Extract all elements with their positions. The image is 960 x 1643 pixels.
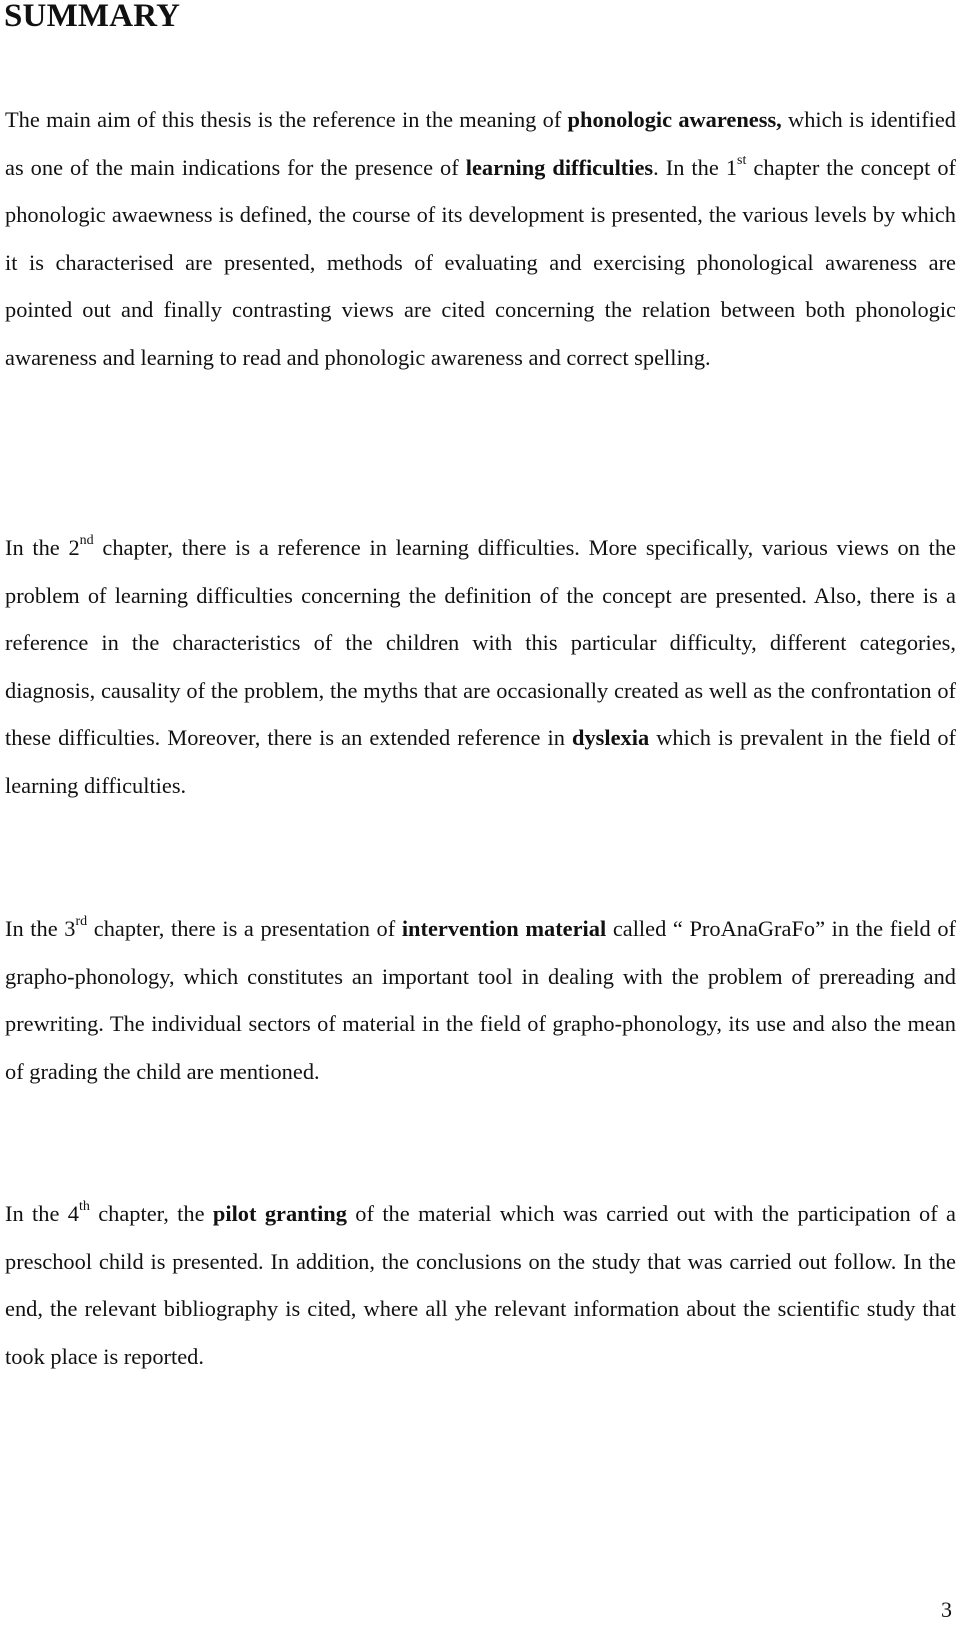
paragraph-text: chapter, there is a presentation of [87, 916, 402, 941]
paragraph-text: In the 2 [5, 535, 80, 560]
ordinal-suffix: nd [79, 533, 94, 548]
paragraph-chapter-2 [5, 524, 956, 809]
emphasis-pilot-granting: pilot granting [212, 1201, 347, 1226]
paragraph-text: which is identified as one of the main indications for the presence of [5, 107, 957, 180]
paragraph-text: which is prevalent in the field of learning difficulties. [5, 725, 956, 798]
page-title: SUMMARY [4, 0, 181, 34]
emphasis-dyslexia: dyslexia [572, 725, 650, 750]
emphasis-learning-difficulties: learning difficulties [465, 154, 654, 180]
ordinal-suffix: rd [75, 914, 88, 929]
paragraph-text: called “ ProAnaGraFo” in the field of grapho-phonology, which constitutes an important tool in dealing with the problem of prereading and prewriting. The individual sectors of material in the field of grapho-phonology, its use and also the mean of grading the child are mentioned. [5, 916, 956, 1084]
paragraph-text: . In the 1 [653, 154, 738, 180]
paragraph-chapter-3 [5, 905, 956, 1095]
emphasis-intervention-material: intervention material [401, 916, 607, 941]
paragraph-text: In the 4 [5, 1201, 79, 1226]
paragraph-text: chapter, the [89, 1201, 213, 1226]
paragraph-chapter-4 [5, 1190, 956, 1380]
paragraph-intro [5, 96, 956, 381]
emphasis-phonologic-awareness: phonologic awareness, [567, 107, 782, 132]
paragraph-text: The main aim of this thesis is the reference in the meaning of [5, 107, 568, 132]
page-number: 3 [941, 1597, 952, 1622]
ordinal-suffix: st [737, 152, 747, 168]
ordinal-suffix: th [78, 1199, 90, 1214]
paragraph-text: chapter, there is a reference in learning difficulties. More specifically, various views on the problem of learning difficulties concerning the definition of the concept are presented. Also, there is a reference in the characteristics of the children with this particular difficulty, different categories, diagnosis, causality of the problem, the myths that are occasionally created as well as the confrontation of these difficulties. Moreover, there is an extended reference in [5, 535, 956, 750]
paragraph-text: In the 3 [5, 916, 76, 941]
paragraph-text: of the material which was carried out with the participation of a preschool child is presented. In addition, the conclusions on the study that was carried out follow. In the end, the relevant bibliography is cited, where all yhe relevant information about the scientific study that took place is reported. [5, 1201, 956, 1369]
paragraph-text: chapter the concept of phonologic awaewness is defined, the course of its development is presented, the various levels by which it is characterised are presented, methods of evaluating and exercising phonological awareness are pointed out and finally contrasting views are cited concerning the relation between both phonologic awareness and learning to read and phonologic awareness and correct spelling. [5, 154, 956, 370]
